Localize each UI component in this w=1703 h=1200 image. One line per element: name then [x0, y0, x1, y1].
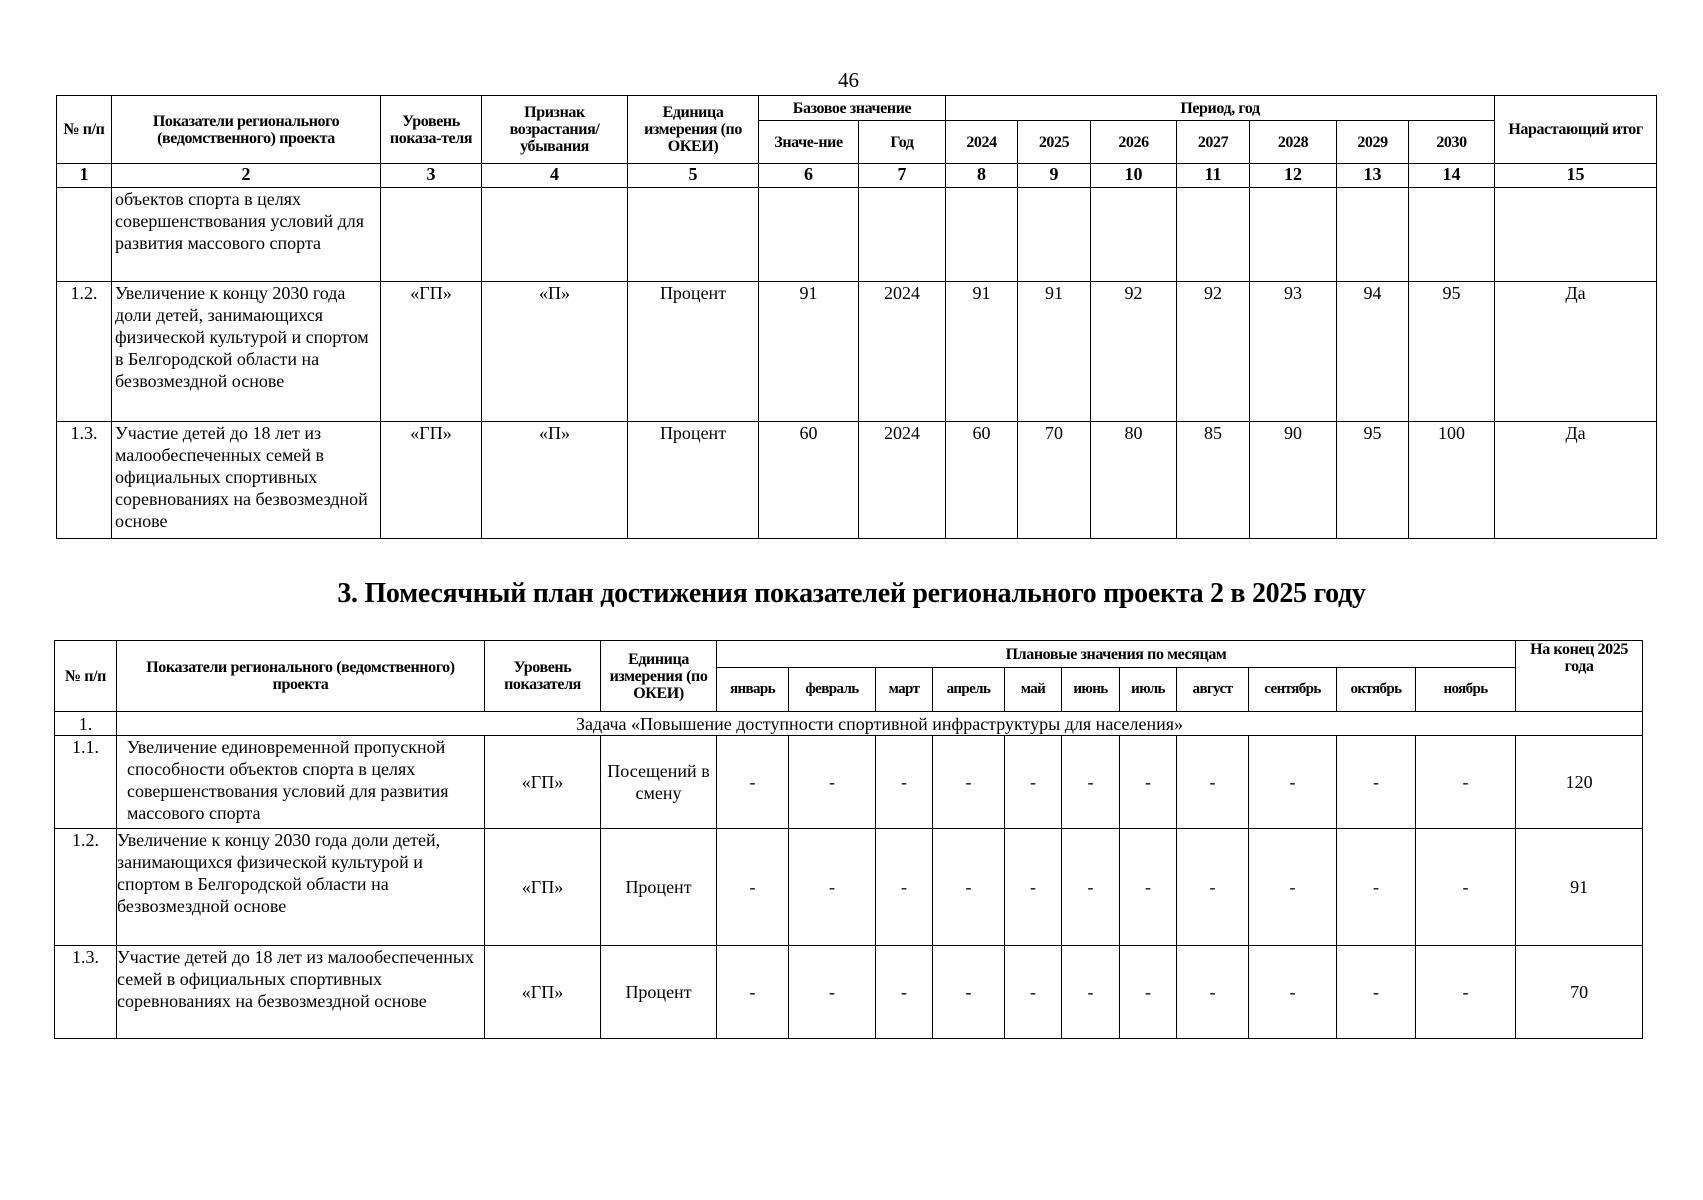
month-header: апрель: [933, 668, 1005, 712]
col-level-header: Уровень показателя: [485, 641, 601, 712]
col-end-of-year-header: На конец 2025 года: [1516, 641, 1643, 712]
task-num: 1.: [55, 712, 117, 736]
col-number: 2: [112, 164, 381, 188]
table-row: [57, 282, 1657, 422]
month-header: август: [1177, 668, 1249, 712]
month-value: -: [789, 946, 876, 1039]
row-year-value: 92: [1091, 282, 1177, 422]
col-number: 10: [1091, 164, 1177, 188]
indicators-table: [56, 95, 1657, 539]
row-base-value: 91: [759, 282, 859, 422]
month-value: -: [876, 829, 933, 946]
col-number: 8: [946, 164, 1018, 188]
col-num-header: № п/п: [57, 96, 112, 164]
month-value: -: [1416, 946, 1516, 1039]
row-unit: Процент: [628, 422, 759, 539]
col-number: 15: [1495, 164, 1657, 188]
row-num: 1.1.: [55, 736, 117, 829]
month-header: май: [1005, 668, 1062, 712]
row-unit: Процент: [601, 829, 717, 946]
table-row: [55, 736, 1643, 829]
row-indicator: Увеличение единовременной пропускной способности объектов спорта в целях совершенствования условий для развития массового спорта: [117, 736, 485, 829]
table-row: [55, 829, 1643, 946]
row-num: 1.3.: [57, 422, 112, 539]
month-header: июнь: [1062, 668, 1120, 712]
month-value: -: [1177, 946, 1249, 1039]
month-value: -: [1005, 829, 1062, 946]
month-value: -: [1249, 946, 1337, 1039]
month-value: -: [933, 946, 1005, 1039]
row-num: 1.2.: [57, 282, 112, 422]
row-num: 1.3.: [55, 946, 117, 1039]
month-value: -: [1005, 946, 1062, 1039]
col-base-value-header: Значе-ние: [759, 121, 859, 164]
row-level: «ГП»: [485, 946, 601, 1039]
col-base-header: Базовое значение: [759, 96, 946, 121]
month-value: -: [1177, 829, 1249, 946]
month-value: -: [1062, 829, 1120, 946]
row-base-value: 60: [759, 422, 859, 539]
row-year-value: 94: [1337, 282, 1409, 422]
month-value: -: [933, 829, 1005, 946]
year-header: 2028: [1250, 121, 1337, 164]
row-year-value: 70: [1018, 422, 1091, 539]
row-year-value: 100: [1409, 422, 1495, 539]
month-value: -: [876, 736, 933, 829]
month-value: -: [1120, 829, 1177, 946]
month-header: октябрь: [1337, 668, 1416, 712]
row-year-value: 91: [1018, 282, 1091, 422]
month-value: -: [1005, 736, 1062, 829]
month-value: -: [933, 736, 1005, 829]
col-indicator-header: Показатели регионального (ведомственного) проекта: [117, 641, 485, 712]
row-indicator: Увеличение к концу 2030 года доли детей, занимающихся физической культурой и спортом в Белгородской области на безвозмездной основе: [117, 829, 485, 946]
row-year-value: 60: [946, 422, 1018, 539]
month-value: -: [1249, 829, 1337, 946]
row-cumulative: Да: [1495, 422, 1657, 539]
col-number: 14: [1409, 164, 1495, 188]
col-base-year-header: Год: [859, 121, 946, 164]
row-unit: Процент: [628, 282, 759, 422]
monthly-plan-table: [54, 640, 1643, 1039]
col-unit-header: Единица измерения (по ОКЕИ): [601, 641, 717, 712]
table-row: [57, 422, 1657, 539]
col-level-header: Уровень показа-теля: [381, 96, 482, 164]
row-num: 1.2.: [55, 829, 117, 946]
col-number: 7: [859, 164, 946, 188]
col-number: 12: [1250, 164, 1337, 188]
month-value: -: [1416, 829, 1516, 946]
table-row: [55, 946, 1643, 1039]
month-value: -: [1062, 736, 1120, 829]
month-value: -: [1337, 829, 1416, 946]
row-year-value: 93: [1250, 282, 1337, 422]
month-value: -: [1249, 736, 1337, 829]
row-end-value: 91: [1516, 829, 1643, 946]
month-value: -: [1177, 736, 1249, 829]
row-year-value: 92: [1177, 282, 1250, 422]
row-indicator: Участие детей до 18 лет из малообеспеченных семей в официальных спортивных соревнованиях на безвозмездной основе: [112, 422, 381, 539]
page-number: 46: [838, 68, 859, 92]
month-value: -: [717, 736, 789, 829]
row-year-value: 80: [1091, 422, 1177, 539]
row-end-value: 120: [1516, 736, 1643, 829]
col-cumulative-header: Нарастающий итог: [1495, 96, 1657, 164]
month-value: -: [717, 946, 789, 1039]
row-unit: Процент: [601, 946, 717, 1039]
row-level: «ГП»: [381, 282, 482, 422]
month-value: -: [789, 829, 876, 946]
row-indicator: Увеличение к концу 2030 года доли детей, занимающихся физической культурой и спортом в Белгородской области на безвозмездной основе: [112, 282, 381, 422]
year-header: 2025: [1018, 121, 1091, 164]
month-value: -: [789, 736, 876, 829]
month-value: -: [876, 946, 933, 1039]
month-value: -: [1120, 946, 1177, 1039]
row-unit: Посещений в смену: [601, 736, 717, 829]
row-year-value: 95: [1409, 282, 1495, 422]
row-level: «ГП»: [485, 736, 601, 829]
row-end-value: 70: [1516, 946, 1643, 1039]
year-header: 2027: [1177, 121, 1250, 164]
month-header: февраль: [789, 668, 876, 712]
row-cumulative: Да: [1495, 282, 1657, 422]
year-header: 2030: [1409, 121, 1495, 164]
col-indicator-header: Показатели регионального (ведомственного) проекта: [112, 96, 381, 164]
row-level: «ГП»: [381, 422, 482, 539]
row-sign: «П»: [482, 282, 628, 422]
col-number: 11: [1177, 164, 1250, 188]
month-header: январь: [717, 668, 789, 712]
month-value: -: [1337, 736, 1416, 829]
column-numbers-row: [57, 164, 1657, 188]
indicator-continuation: объектов спорта в целях совершенствования условий для развития массового спорта: [112, 188, 381, 282]
col-num-header: № п/п: [55, 641, 117, 712]
col-period-header: Период, год: [946, 96, 1495, 121]
row-level: «ГП»: [485, 829, 601, 946]
month-value: -: [1120, 736, 1177, 829]
col-number: 5: [628, 164, 759, 188]
col-number: 1: [57, 164, 112, 188]
col-number: 9: [1018, 164, 1091, 188]
task-row: [55, 712, 1643, 736]
row-sign: «П»: [482, 422, 628, 539]
task-text: Задача «Повышение доступности спортивной инфраструктуры для населения»: [117, 712, 1643, 736]
row-year-value: 95: [1337, 422, 1409, 539]
section-title: 3. Помесячный план достижения показателей регионального проекта 2 в 2025 году: [337, 578, 1366, 609]
col-unit-header: Единица измерения (по ОКЕИ): [628, 96, 759, 164]
col-number: 6: [759, 164, 859, 188]
col-number: 13: [1337, 164, 1409, 188]
month-header: март: [876, 668, 933, 712]
year-header: 2024: [946, 121, 1018, 164]
month-header: июль: [1120, 668, 1177, 712]
month-value: -: [1337, 946, 1416, 1039]
month-value: -: [1062, 946, 1120, 1039]
col-sign-header: Признак возрастания/ убывания: [482, 96, 628, 164]
year-header: 2029: [1337, 121, 1409, 164]
month-header: ноябрь: [1416, 668, 1516, 712]
table-row: [57, 188, 1657, 282]
row-year-value: 90: [1250, 422, 1337, 539]
col-planned-header: Плановые значения по месяцам: [717, 641, 1516, 668]
row-base-year: 2024: [859, 282, 946, 422]
month-value: -: [1416, 736, 1516, 829]
month-header: сентябрь: [1249, 668, 1337, 712]
row-year-value: 91: [946, 282, 1018, 422]
row-base-year: 2024: [859, 422, 946, 539]
year-header: 2026: [1091, 121, 1177, 164]
row-indicator: Участие детей до 18 лет из малообеспеченных семей в официальных спортивных соревнованиях на безвозмездной основе: [117, 946, 485, 1039]
row-year-value: 85: [1177, 422, 1250, 539]
col-number: 3: [381, 164, 482, 188]
col-number: 4: [482, 164, 628, 188]
month-value: -: [717, 829, 789, 946]
